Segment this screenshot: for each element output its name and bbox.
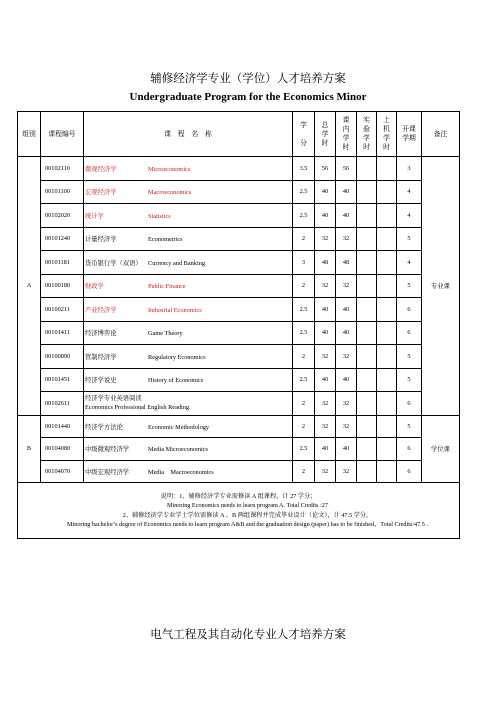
- header-credit: 学 分: [293, 112, 315, 157]
- course-lecture: 32: [336, 274, 357, 298]
- table-row: [18, 415, 460, 438]
- course-comp: [377, 298, 397, 322]
- course-name-cn: 经济学说史: [85, 377, 117, 385]
- course-lecture: 40: [336, 368, 357, 392]
- course-code: 00102110: [41, 157, 84, 181]
- course-lab: [357, 204, 377, 228]
- course-lecture: 32: [336, 392, 357, 416]
- header-code: 课程编号: [41, 112, 84, 157]
- course-lab: [357, 157, 377, 181]
- group-label: B: [18, 415, 41, 483]
- table-row: [18, 157, 460, 181]
- header-group: 组别: [18, 112, 41, 157]
- course-total: 40: [315, 180, 336, 204]
- course-total: 32: [315, 345, 336, 369]
- course-comp: [377, 227, 397, 251]
- course-total: 40: [315, 438, 336, 461]
- course-sem: 6: [397, 321, 422, 345]
- course-name-cn: 中级宏观经济学: [85, 468, 130, 476]
- course-name: [84, 415, 293, 438]
- course-name-en: Currency and Banking: [148, 259, 206, 267]
- course-credit: 2: [293, 415, 315, 438]
- course-total: 32: [315, 392, 336, 416]
- header-total-hours: 总 学 时: [315, 112, 336, 157]
- course-lab: [357, 298, 377, 322]
- course-comp: [377, 251, 397, 275]
- course-lab: [357, 368, 377, 392]
- course-total: 40: [315, 204, 336, 228]
- course-name: [84, 298, 293, 322]
- table-header-row: [18, 112, 460, 157]
- course-name-en: Microeconomics: [148, 165, 191, 173]
- course-comp: [377, 321, 397, 345]
- course-sem: 6: [397, 298, 422, 322]
- header-name: 课 程 名 称: [84, 112, 293, 157]
- course-credit: 2.5: [293, 321, 315, 345]
- table-row: [18, 345, 460, 369]
- course-code: 00101181: [41, 251, 84, 275]
- course-comp: [377, 460, 397, 483]
- course-lab: [357, 251, 377, 275]
- course-name: [84, 204, 293, 228]
- course-credit: 2: [293, 345, 315, 369]
- course-total: 40: [315, 368, 336, 392]
- course-sem: 5: [397, 368, 422, 392]
- course-total: 40: [315, 321, 336, 345]
- course-sem: 3: [397, 157, 422, 181]
- course-name: [84, 438, 293, 461]
- course-lab: [357, 180, 377, 204]
- table-row: [18, 227, 460, 251]
- course-name-cn: 经济博弈论: [85, 330, 117, 338]
- course-comp: [377, 204, 397, 228]
- course-name-en: Game Theory: [148, 330, 183, 338]
- note-line-4: Minoring bachelor’s degree of Economics needs to learn program A&B and the graduation design (paper) has to be finished，Total Credits:47.5 .: [67, 520, 428, 528]
- course-total: 32: [315, 274, 336, 298]
- note-line-1: 说明：1、辅修经济学专业需修读 A 组课程，计 27 学分；: [160, 492, 317, 500]
- course-name-cn: 计量经济学: [85, 236, 117, 244]
- course-credit: 3.5: [293, 157, 315, 181]
- next-section-title: 电气工程及其自动化专业人才培养方案: [150, 627, 346, 641]
- course-lab: [357, 460, 377, 483]
- course-name-cn: 统计学: [85, 212, 104, 220]
- header-semester: 开课 学期: [397, 112, 422, 157]
- course-name-cn: 微观经济学: [85, 165, 117, 173]
- course-name-en: Macroeconomics: [148, 189, 192, 197]
- course-code: 00100890: [41, 345, 84, 369]
- table-row: [18, 368, 460, 392]
- course-total: 32: [315, 460, 336, 483]
- course-code: 00104080: [41, 438, 84, 461]
- course-name-cn: 经济学专业英语阅读: [85, 395, 142, 403]
- course-credit: 2.5: [293, 368, 315, 392]
- course-lecture: 40: [336, 321, 357, 345]
- course-name-cn: 宏观经济学: [85, 189, 117, 197]
- course-name-en: Regulatory Economics: [148, 353, 206, 361]
- table-row: [18, 438, 460, 461]
- course-code: 00102611: [41, 392, 84, 416]
- course-name-en: Economic Methodology: [148, 423, 210, 431]
- course-name: [84, 368, 293, 392]
- table-row: [18, 251, 460, 275]
- note-line-3: 2、辅修经济学专业学士学位需修读 A 、B 两组课程并完成毕业设计（论文），计 47.5 学分。: [122, 511, 373, 519]
- course-name-cn: 中级微观经济学: [85, 446, 130, 454]
- table-row: [18, 298, 460, 322]
- course-sem: 5: [397, 345, 422, 369]
- course-name: [84, 251, 293, 275]
- group-remark: 专业课: [422, 157, 460, 416]
- course-name-cn: 财政学: [85, 283, 104, 291]
- course-name: [84, 274, 293, 298]
- course-code: 00102020: [41, 204, 84, 228]
- page-title-en: Undergraduate Program for the Economics Minor: [129, 91, 367, 103]
- course-credit: 3: [293, 251, 315, 275]
- header-lab-hours: 实 验 学 时: [357, 112, 377, 157]
- table-row: [18, 180, 460, 204]
- course-name-en: Public Finance: [148, 283, 186, 291]
- table-row: [18, 321, 460, 345]
- course-credit: 2: [293, 227, 315, 251]
- page-title-cn: 辅修经济学专业（学位）人才培养方案: [150, 71, 346, 85]
- course-lab: [357, 321, 377, 345]
- course-lecture: 32: [336, 460, 357, 483]
- header-remark: 备注: [422, 112, 460, 157]
- course-name-cn: 货币银行学（双语）: [85, 259, 142, 267]
- course-credit: 2.5: [293, 180, 315, 204]
- course-name: [84, 157, 293, 181]
- course-name-en: History of Economics: [148, 377, 204, 385]
- course-sem: 5: [397, 274, 422, 298]
- course-lecture: 40: [336, 298, 357, 322]
- course-name-cn: 管制经济学: [85, 353, 117, 361]
- course-total: 48: [315, 251, 336, 275]
- course-sem: 6: [397, 392, 422, 416]
- course-comp: [377, 438, 397, 461]
- course-sem: 5: [397, 415, 422, 438]
- course-name-en: Statistics: [148, 212, 171, 220]
- course-name: [84, 460, 293, 483]
- course-total: 32: [315, 227, 336, 251]
- course-name-cn: 产业经济学: [85, 306, 117, 314]
- course-code: 00101440: [41, 415, 84, 438]
- course-lecture: 32: [336, 227, 357, 251]
- course-lab: [357, 438, 377, 461]
- course-lecture: 40: [336, 204, 357, 228]
- course-sem: 4: [397, 251, 422, 275]
- course-sem: 6: [397, 460, 422, 483]
- course-name: [84, 180, 293, 204]
- course-lab: [357, 392, 377, 416]
- course-name: [84, 227, 293, 251]
- course-credit: 2: [293, 392, 315, 416]
- course-sem: 6: [397, 438, 422, 461]
- notes-cell: [18, 483, 460, 539]
- note-line-2: Minoring Economics needs to learn program A. Total Credits :27: [167, 502, 328, 510]
- course-code: 00100211: [41, 298, 84, 322]
- course-lecture: 56: [336, 157, 357, 181]
- header-lecture-hours: 课 内 学 时: [336, 112, 357, 157]
- course-code: 00101100: [41, 180, 84, 204]
- course-total: 32: [315, 415, 336, 438]
- course-name: [84, 392, 293, 416]
- course-code: 00101240: [41, 227, 84, 251]
- course-name: [84, 345, 293, 369]
- course-name-en: Econometrics: [148, 236, 183, 244]
- course-lab: [357, 274, 377, 298]
- group-label: A: [18, 157, 41, 416]
- course-lab: [357, 345, 377, 369]
- course-sem: 5: [397, 227, 422, 251]
- table-row: [18, 274, 460, 298]
- course-sem: 4: [397, 204, 422, 228]
- course-comp: [377, 157, 397, 181]
- table-row: [18, 392, 460, 416]
- header-computer-hours: 上 机 学 时: [377, 112, 397, 157]
- course-name-en: Industrial Economics: [148, 306, 202, 314]
- course-lab: [357, 227, 377, 251]
- course-comp: [377, 345, 397, 369]
- table-row: [18, 460, 460, 483]
- course-lecture: 32: [336, 345, 357, 369]
- course-code: 00101411: [41, 321, 84, 345]
- course-lab: [357, 415, 377, 438]
- course-code: 00101451: [41, 368, 84, 392]
- course-name: [84, 321, 293, 345]
- group-remark: 学位课: [422, 415, 460, 483]
- course-credit: 2.5: [293, 204, 315, 228]
- course-comp: [377, 180, 397, 204]
- course-name-en: Economics Professional English Reading: [85, 404, 190, 412]
- course-name-cn: 经济学方法论: [85, 423, 123, 431]
- course-total: 40: [315, 298, 336, 322]
- course-code: 00100180: [41, 274, 84, 298]
- course-name-en: Media Macroeconomics: [148, 468, 214, 476]
- program-table: [17, 111, 460, 539]
- course-comp: [377, 274, 397, 298]
- course-lecture: 32: [336, 415, 357, 438]
- course-sem: 4: [397, 180, 422, 204]
- course-credit: 2: [293, 274, 315, 298]
- course-credit: 2.5: [293, 438, 315, 461]
- course-name-en: Media Microeconomics: [148, 446, 208, 454]
- course-comp: [377, 368, 397, 392]
- course-credit: 2.5: [293, 298, 315, 322]
- course-comp: [377, 415, 397, 438]
- course-code: 00104070: [41, 460, 84, 483]
- course-lecture: 40: [336, 180, 357, 204]
- course-lecture: 40: [336, 438, 357, 461]
- course-lecture: 48: [336, 251, 357, 275]
- table-row: [18, 204, 460, 228]
- course-credit: 2: [293, 460, 315, 483]
- notes-row: [18, 483, 460, 539]
- course-comp: [377, 392, 397, 416]
- course-total: 56: [315, 157, 336, 181]
